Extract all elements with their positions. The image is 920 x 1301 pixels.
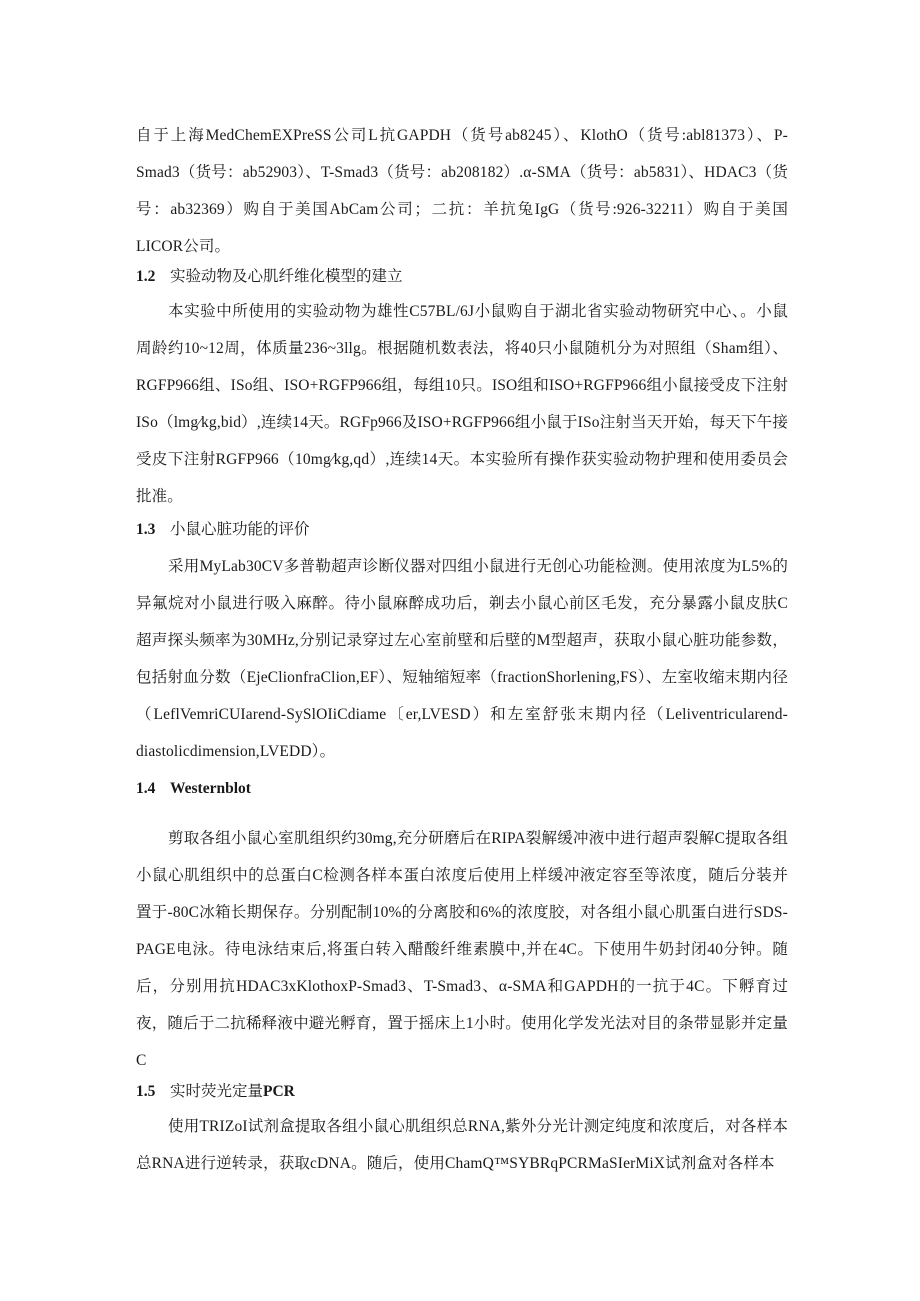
section-heading-1-4 (136, 779, 788, 799)
section-title: 小鼠心脏功能的评价 (170, 521, 310, 538)
section-number: 1.3 (136, 521, 156, 538)
section-title: Westernblot (170, 780, 251, 797)
section-title: 实验动物及心肌纤维化模型的建立 (170, 268, 403, 285)
section-heading-1-2 (136, 267, 788, 287)
section-paragraph-1-2: 本实验中所使用的实验动物为雄性C57BL/6J小鼠购自于湖北省实验动物研究中心、。小鼠周龄约10~12周，体质量236~3llg。根据随机数表法，将40只小鼠随机分为对照组（Sham组）、RGFP966组、ISo组、ISO+RGFP966组，每组10只。ISO组和ISO+RGFP966组小鼠接受皮下注射ISo（lmg∕kg,bid）,连续14天。RGFp966及ISO+RGFP966组小鼠于ISo注射当天开始，每天下午接受皮下注射RGFP966（10mg∕kg,qd）,连续14天。本实验所有操作获实验动物护理和使用委员会批准。 (136, 303, 788, 505)
section-heading-1-3 (136, 520, 788, 540)
section-paragraph-1-3: 采用MyLab30CV多普勒超声诊断仪器对四组小鼠进行无创心功能检测。使用浓度为L5%的异氟烷对小鼠进行吸入麻醉。待小鼠麻醉成功后，剃去小鼠心前区毛发，充分暴露小鼠皮肤C超声探头频率为30MHz,分别记录穿过左心室前壁和后壁的M型超声，获取小鼠心脏功能参数，包括射血分数（EjeClionfraClion,EF）、短轴缩短率（fractionShorlening,FS）、左室收缩末期内径（LeflVemriCUIarend-SySlOIiCdiame〔er,LVESD）和左室舒张末期内径（Leliventricularend-diastolicdimension,LVEDD）。 (136, 558, 788, 760)
section-title: 实时荧光定量 (170, 1083, 264, 1100)
section-paragraph-1-5: 使用TRIZoI试剂盒提取各组小鼠心肌组织总RNA,紫外分光计测定纯度和浓度后，对各样本总RNA进行逆转录，获取cDNA。随后，使用ChamQ™SYBRqPCRMaSIerMiX试剂盒对各样本 (136, 1118, 788, 1172)
section-number: 1.5 (136, 1083, 156, 1100)
section-title-suffix: PCR (263, 1083, 295, 1100)
section-heading-1-5 (136, 1082, 788, 1102)
section-number: 1.2 (136, 268, 156, 285)
section-paragraph-1-4: 剪取各组小鼠心室肌组织约30mg,充分研磨后在RIPA裂解缓冲液中进行超声裂解C提取各组小鼠心肌组织中的总蛋白C检测各样本蛋白浓度后使用上样缓冲液定容至等浓度，随后分装并置于-80C冰箱长期保存。分别配制10%的分离胶和6%的浓度胶，对各组小鼠心肌蛋白进行SDS-PAGE电泳。待电泳结束后,将蛋白转入醋酸纤维素膜中,并在4C。下使用牛奶封闭40分钟。随后，分别用抗HDAC3xKlothoxP-Smad3、T-Smad3、α-SMA和GAPDH的一抗于4C。下孵育过夜，随后于二抗稀释液中避光孵育，置于摇床上1小时。使用化学发光法对目的条带显影并定量C (136, 830, 788, 1069)
intro-paragraph: 自于上海MedChemEXPreSS公司L抗GAPDH（货号ab8245）、KlothO（货号:abl81373）、P-Smad3（货号：ab52903）、T-Smad3（货号：ab208182）.α-SMA（货号：ab5831）、HDAC3（货号：ab32369）购自于美国AbCam公司；二抗：羊抗兔IgG（货号:926-32211）购自于美国LICOR公司。 (136, 127, 788, 255)
section-number: 1.4 (136, 780, 156, 797)
